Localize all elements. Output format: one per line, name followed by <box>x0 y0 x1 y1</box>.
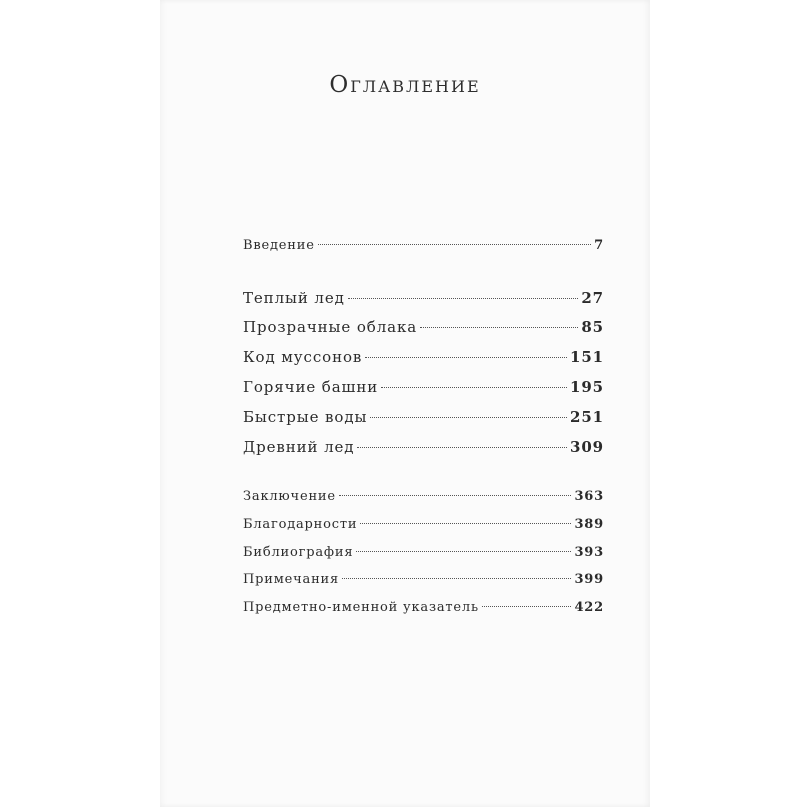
toc-entry-chapter-1[interactable] <box>243 289 604 307</box>
dot-leader <box>348 298 579 299</box>
dot-leader <box>365 357 567 358</box>
dot-leader <box>339 495 572 496</box>
toc-entry-label: Библиография <box>243 545 354 560</box>
dot-leader <box>342 578 571 579</box>
toc-entry-label: Прозрачные облака <box>243 318 418 336</box>
toc-entry-page: 251 <box>569 408 604 426</box>
toc-entry-chapter-6[interactable] <box>243 438 604 456</box>
dot-leader <box>356 551 571 552</box>
dot-leader <box>381 387 567 388</box>
dot-leader <box>420 327 578 328</box>
toc-entry-page: 389 <box>574 517 604 532</box>
toc-entry-page: 363 <box>574 489 604 504</box>
dot-leader <box>482 606 572 607</box>
toc-entry-chapter-3[interactable] <box>243 348 604 366</box>
toc-entry-page: 85 <box>581 318 604 336</box>
toc-entry-label: Предметно-именной указатель <box>243 600 479 615</box>
toc-entry-page: 151 <box>569 348 604 366</box>
toc-entry-label: Примечания <box>243 572 340 587</box>
book-page <box>160 0 650 807</box>
dot-leader <box>357 447 567 448</box>
toc-entry-label: Теплый лед <box>243 289 345 307</box>
toc-entry-page: 393 <box>574 545 604 560</box>
toc-entry-index[interactable] <box>243 600 604 615</box>
toc-entry-page: 399 <box>574 572 604 587</box>
toc-entry-chapter-2[interactable] <box>243 318 604 336</box>
dot-leader <box>360 523 571 524</box>
toc-title: Оглавление <box>329 72 481 98</box>
toc-entry-notes[interactable] <box>243 572 604 587</box>
toc-entry-label: Заключение <box>243 489 336 504</box>
toc-entry-label: Древний лед <box>243 438 355 456</box>
toc-entry-label: Благодарности <box>243 517 358 532</box>
toc-entry-bibliography[interactable] <box>243 545 604 560</box>
toc-entry-introduction[interactable] <box>243 238 604 253</box>
toc-entry-label: Горячие башни <box>243 378 379 396</box>
toc-entry-label: Введение <box>243 238 315 253</box>
toc-entry-acknowledgements[interactable] <box>243 517 604 532</box>
toc-entry-conclusion[interactable] <box>243 489 604 504</box>
toc-entry-page: 195 <box>569 378 604 396</box>
toc-entry-page: 309 <box>569 438 604 456</box>
toc-entry-label: Быстрые воды <box>243 408 368 426</box>
toc-entry-page: 422 <box>574 600 604 615</box>
dot-leader <box>370 417 567 418</box>
dot-leader <box>318 244 591 245</box>
toc-entry-chapter-4[interactable] <box>243 378 604 396</box>
toc-entry-label: Код муссонов <box>243 348 363 366</box>
toc-entry-page: 7 <box>594 238 604 253</box>
toc-entry-chapter-5[interactable] <box>243 408 604 426</box>
toc-entry-page: 27 <box>581 289 604 307</box>
